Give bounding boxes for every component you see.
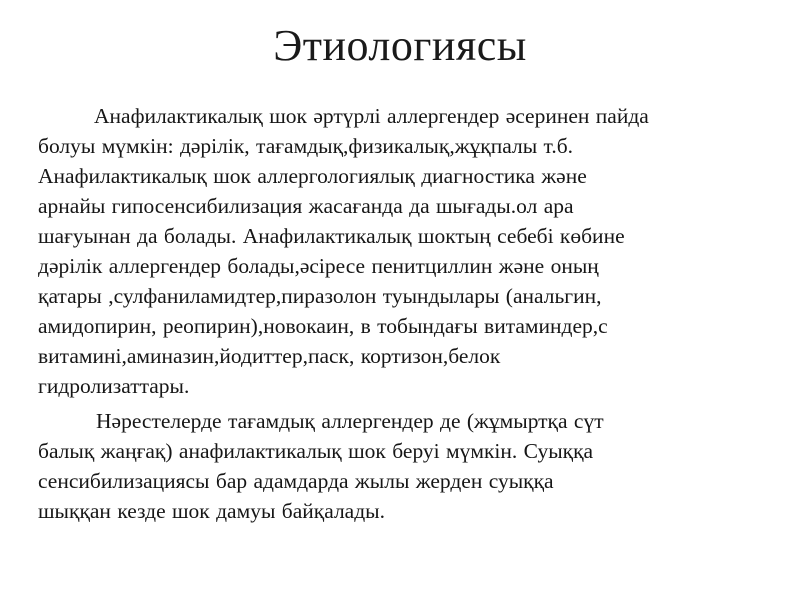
slide-title: Этиологиясы: [273, 21, 527, 70]
paragraph-1-line: дәрілік аллергендер болады,әсіресе пенитциллин және оның: [38, 254, 599, 278]
paragraph-1-line: Анафилактикалық шок аллергологиялық диагностика және: [38, 164, 587, 188]
paragraph-1-line: витамині,аминазин,йодиттер,паск, кортизон,белок: [38, 344, 501, 368]
paragraph-1-line: болуы мүмкін: дәрілік, тағамдық,физикалық,жұқпалы т.б.: [38, 134, 574, 158]
slide-body: [38, 101, 764, 526]
paragraph-1-line: Анафилактикалық шок әртүрлі аллергендер әсеринен пайда: [94, 104, 649, 128]
paragraph-1-line: шағуынан да болады. Анафилактикалық шоктың себебі көбине: [38, 224, 625, 248]
paragraph-1-line: арнайы гипосенсибилизация жасағанда да шығады.ол ара: [38, 194, 574, 218]
paragraph-1-line: гидролизаттары.: [38, 374, 190, 398]
paragraph-2-line: шыққан кезде шок дамуы байқалады.: [38, 499, 385, 523]
paragraph-1: [38, 101, 764, 401]
paragraph-2: [38, 406, 764, 526]
paragraph-1-line: қатары ,сулфаниламидтер,пиразолон туындылары (анальгин,: [38, 284, 602, 308]
paragraph-2-line: балық жаңғақ) анафилактикалық шок беруі мүмкін. Суыққа: [38, 439, 594, 463]
paragraph-2-line: Нәрестелерде тағамдық аллергендер де (жұмыртқа сүт: [96, 409, 604, 433]
paragraph-2-line: сенсибилизациясы бар адамдарда жылы жерден суыққа: [38, 469, 554, 493]
paragraph-1-line: амидопирин, реопирин),новокаин, в тобындағы витаминдер,с: [38, 314, 608, 338]
